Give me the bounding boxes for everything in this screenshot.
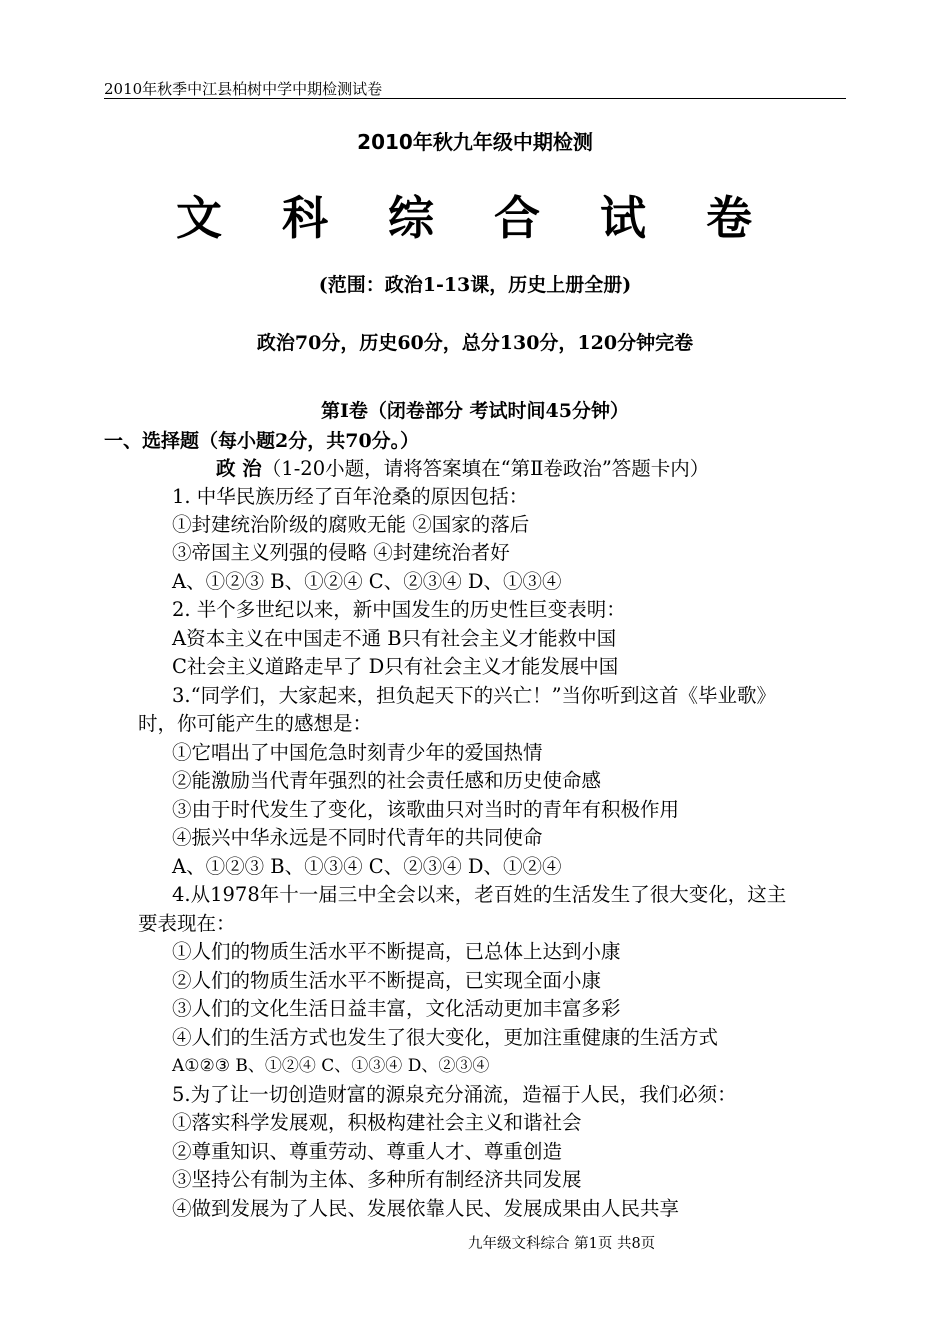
answer-choices: A、①②③ B、①②④ C、②③④ D、①③④	[172, 570, 562, 593]
option-line: C社会主义道路走早了 D只有社会主义才能发展中国	[172, 655, 619, 678]
exam-subtitle: 2010年秋九年级中期检测	[357, 130, 593, 154]
subject-line	[216, 455, 709, 483]
option-line: ③帝国主义列强的侵略 ④封建统治者好	[172, 541, 510, 564]
option-line: ①它唱出了中国危急时刻青少年的爱国热情	[172, 741, 543, 764]
header-rule	[104, 98, 846, 99]
question-line: 2. 半个多世纪以来，新中国发生的历史性巨变表明：	[172, 598, 626, 621]
option-line: ④人们的生活方式也发生了很大变化，更加注重健康的生活方式	[172, 1026, 719, 1049]
question-line-continued: 时，你可能产生的感想是：	[138, 712, 373, 735]
question-line: 5.为了让一切创造财富的源泉充分涌流，造福于人民，我们必须：	[172, 1083, 737, 1106]
option-line: ④振兴中华永远是不同时代青年的共同使命	[172, 826, 543, 849]
subject-note: （1-20小题，请将答案填在“第Ⅱ卷政治”答题卡内）	[261, 457, 710, 480]
page-header: 2010年秋季中江县柏树中学中期检测试卷	[104, 80, 383, 98]
question-line: 4.从1978年十一届三中全会以来，老百姓的生活发生了很大变化，这主	[172, 883, 787, 906]
question-line: 3.“同学们，大家起来，担负起天下的兴亡！”当你听到这首《毕业歌》	[172, 684, 777, 707]
volume-heading: 第Ⅰ卷（闭卷部分 考试时间45分钟）	[321, 400, 629, 422]
question-line-continued: 要表现在：	[138, 912, 236, 935]
option-line: ①人们的物质生活水平不断提高，已总体上达到小康	[172, 940, 621, 963]
page-footer: 九年级文科综合 第1页 共8页	[468, 1236, 656, 1252]
answer-choices: A、①②③ B、①③④ C、②③④ D、①②④	[172, 855, 562, 878]
option-line: ②人们的物质生活水平不断提高，已实现全面小康	[172, 969, 602, 992]
option-line: ④做到发展为了人民、发展依靠人民、发展成果由人民共享	[172, 1197, 680, 1220]
option-line: ②尊重知识、尊重劳动、尊重人才、尊重创造	[172, 1140, 563, 1163]
question-line: 1. 中华民族历经了百年沧桑的原因包括：	[172, 485, 529, 508]
option-line: A资本主义在中国走不通 B只有社会主义才能救中国	[172, 627, 617, 650]
option-line: ①落实科学发展观，积极构建社会主义和谐社会	[172, 1111, 582, 1134]
exam-scope: (范围：政治1-13课，历史上册全册)	[318, 274, 632, 296]
option-line: ②能激励当代青年强烈的社会责任感和历史使命感	[172, 769, 602, 792]
answer-choices: A①②③ B、①②④ C、①③④ D、②③④	[172, 1056, 490, 1076]
exam-title: 文 科 综 合 试 卷	[175, 191, 775, 245]
subject-label: 政 治	[216, 457, 262, 480]
option-line: ③由于时代发生了变化，该歌曲只对当时的青年有积极作用	[172, 798, 680, 821]
exam-score: 政治70分，历史60分，总分130分，120分钟完卷	[256, 332, 694, 354]
option-line: ①封建统治阶级的腐败无能 ②国家的落后	[172, 513, 530, 536]
section-title: 一、选择题（每小题2分，共70分。）	[104, 430, 420, 452]
option-line: ③人们的文化生活日益丰富，文化活动更加丰富多彩	[172, 997, 621, 1020]
option-line: ③坚持公有制为主体、多种所有制经济共同发展	[172, 1168, 582, 1191]
